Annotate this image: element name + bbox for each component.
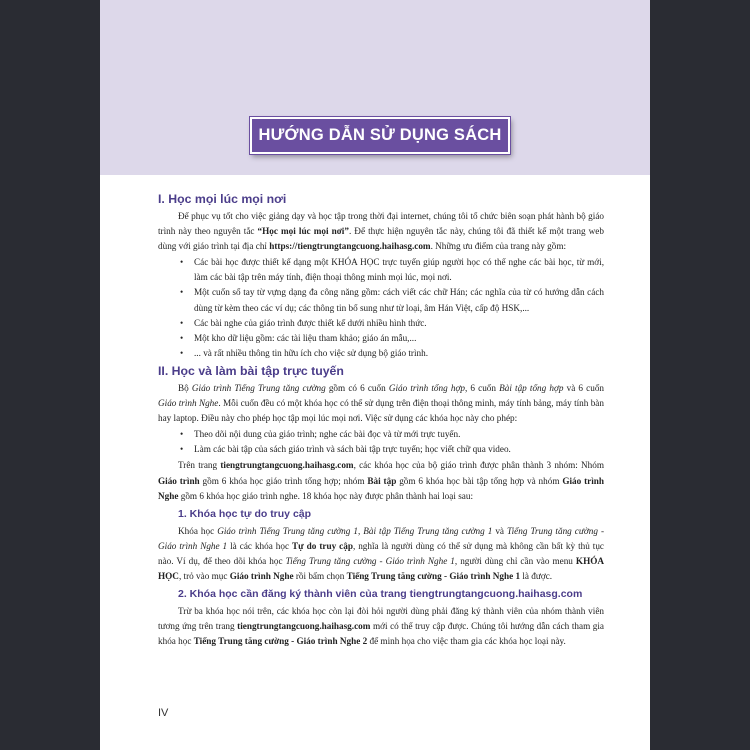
text-italic: Tiếng Trung tăng cường - Giáo trình Nghe 1 xyxy=(158,525,605,551)
text-bold: Tiếng Trung tăng cường - Giáo trình Nghe 1 xyxy=(346,570,521,581)
text: gồm 6 khóa học giáo trình tổng hợp; nhóm xyxy=(199,475,368,486)
section-1-list xyxy=(158,255,604,361)
page-title: HƯỚNG DẪN SỬ DỤNG SÁCH xyxy=(250,117,510,154)
text: Trên trang xyxy=(178,460,221,471)
website-link[interactable]: https://tiengtrungtangcuong.haihasg.com xyxy=(269,241,431,252)
list-item: • Làm các bài tập của sách giáo trình và sách bài tập trực tuyến; học viết chữ qua video. xyxy=(194,442,604,457)
text: Trừ ba khóa học nói trên, các khóa học còn lại đòi hỏi người dùng phải đăng ký thành viên của nhóm thành viên tương ứng trên trang xyxy=(158,606,604,632)
section-2-paragraph-2 xyxy=(158,458,604,503)
book-page xyxy=(100,0,650,750)
text: là các khóa học xyxy=(227,540,293,551)
list-item: • Theo dõi nội dung của giáo trình; nghe các bài đọc và từ mới trực tuyến. xyxy=(194,427,604,442)
text-bold: “Học mọi lúc mọi nơi” xyxy=(257,226,349,237)
text: Để phục vụ tốt cho việc giảng dạy và học tập trong thời đại internet, chúng tôi tổ chức biên soạn phát hành bộ giáo trình này theo nguyên tắc xyxy=(158,211,604,237)
page-number: IV xyxy=(158,707,169,719)
text-bold: Tự do truy cập xyxy=(292,540,353,551)
subsection-2-paragraph xyxy=(158,604,604,649)
text: và 6 cuốn xyxy=(563,382,605,393)
text-italic: Giáo trình Nghe xyxy=(158,398,219,409)
text: mới có thể truy cập được. Chúng tôi hướng dẫn cách tham gia khóa học xyxy=(158,621,604,647)
text: là được. xyxy=(520,570,553,581)
text-bold: Tiếng Trung tăng cường - Giáo trình Nghe 2 xyxy=(193,636,368,647)
text-bold: Bài tập xyxy=(367,475,397,486)
section-2-list xyxy=(158,427,604,457)
text-italic: Giáo trình tổng hợp xyxy=(388,382,465,393)
text: Khóa học xyxy=(178,525,218,536)
text: , nghĩa là người dùng có thể sử dụng mà không cần bất kỳ thủ tục nào. Ví dụ, để theo dõi khóa học xyxy=(158,540,605,566)
subsection-1-heading: 1. Khóa học tự do truy cập xyxy=(178,507,312,520)
text-italic: Giáo trình Tiếng Trung tăng cường 1, Bài tập Tiếng Trung tăng cường 1 xyxy=(217,525,493,536)
text: Bộ xyxy=(178,382,192,393)
text: . Những ưu điểm của trang này gồm: xyxy=(430,241,567,252)
subsection-2-heading: 2. Khóa học cần đăng ký thành viên của trang tiengtrungtangcuong.haihasg.com xyxy=(178,588,583,601)
page-content xyxy=(158,190,604,649)
text: , các khóa học của bộ giáo trình được phân thành 3 nhóm: Nhóm xyxy=(353,460,604,471)
subsection-1-paragraph xyxy=(158,524,604,584)
text: . Mỗi cuốn đều có một khóa học có thể sử dụng trên điện thoại thông minh, máy tính bảng, máy tính bàn hay laptop. Điều này cho phép học tập mọi lúc mọi nơi. Việc sử dụng các khóa học này cho phép: xyxy=(158,398,604,424)
text-bold: Giáo trình xyxy=(158,475,200,486)
text: rồi bấm chọn xyxy=(293,570,347,581)
text-italic: Tiếng Trung tăng cường - Giáo trình Nghe 1 xyxy=(285,555,455,566)
list-item: • Các bài học được thiết kế dạng một KHÓA HỌC trực tuyến giúp người học có thể nghe các bài học, từ mới, làm các bài tập trên máy tính, điện thoại thông minh mọi lúc, mọi nơi. xyxy=(194,255,604,285)
text: , trỏ vào mục xyxy=(178,570,230,581)
section-2-paragraph-1 xyxy=(158,381,604,426)
text: , 6 cuốn xyxy=(464,382,500,393)
text: để minh họa cho việc tham gia các khóa học loại này. xyxy=(367,636,566,647)
text-italic: Bài tập tổng hợp xyxy=(499,382,564,393)
list-item: • Một kho dữ liệu gồm: các tài liệu tham khảo; giáo án mẫu,... xyxy=(194,331,604,346)
text: gồm 6 khóa học bài tập tổng hợp và nhóm xyxy=(396,475,563,486)
text: . Để thực hiện nguyên tắc này, chúng tôi đã thiết kế một trang web dùng với giáo trình tại địa chỉ xyxy=(158,226,604,252)
text-italic: Giáo trình Tiếng Trung tăng cường xyxy=(191,382,326,393)
text-bold: Giáo trình Nghe xyxy=(229,570,294,581)
text: gồm 6 khóa học giáo trình nghe. 18 khóa học này được phân thành hai loại sau: xyxy=(178,490,474,501)
list-item: • Các bài nghe của giáo trình được thiết kế dưới nhiều hình thức. xyxy=(194,316,604,331)
section-1-heading: I. Học mọi lúc mọi nơi xyxy=(158,192,287,206)
text: và xyxy=(492,525,508,536)
list-item: • Một cuốn sổ tay từ vựng dạng đa công năng gồm: cách viết các chữ Hán; các nghĩa của từ có hướng dẫn cách dùng từ kèm theo các ví dụ; các thông tin bổ sung như từ loại, âm Hán Việt, cấp độ HSK,... xyxy=(194,285,604,315)
text-bold: KHÓA HỌC xyxy=(158,555,604,581)
section-1-paragraph xyxy=(158,209,604,254)
website-link[interactable]: tiengtrungtangcuong.haihasg.com xyxy=(237,621,371,632)
section-2-heading: II. Học và làm bài tập trực tuyến xyxy=(158,363,344,378)
text: , người dùng chỉ cần vào menu xyxy=(454,555,576,566)
text: gồm có 6 cuốn xyxy=(325,382,389,393)
website-link[interactable]: tiengtrungtangcuong.haihasg.com xyxy=(220,460,354,471)
list-item: • ... và rất nhiều thông tin hữu ích cho việc sử dụng bộ giáo trình. xyxy=(194,346,604,361)
text-bold: Giáo trình Nghe xyxy=(158,475,605,501)
